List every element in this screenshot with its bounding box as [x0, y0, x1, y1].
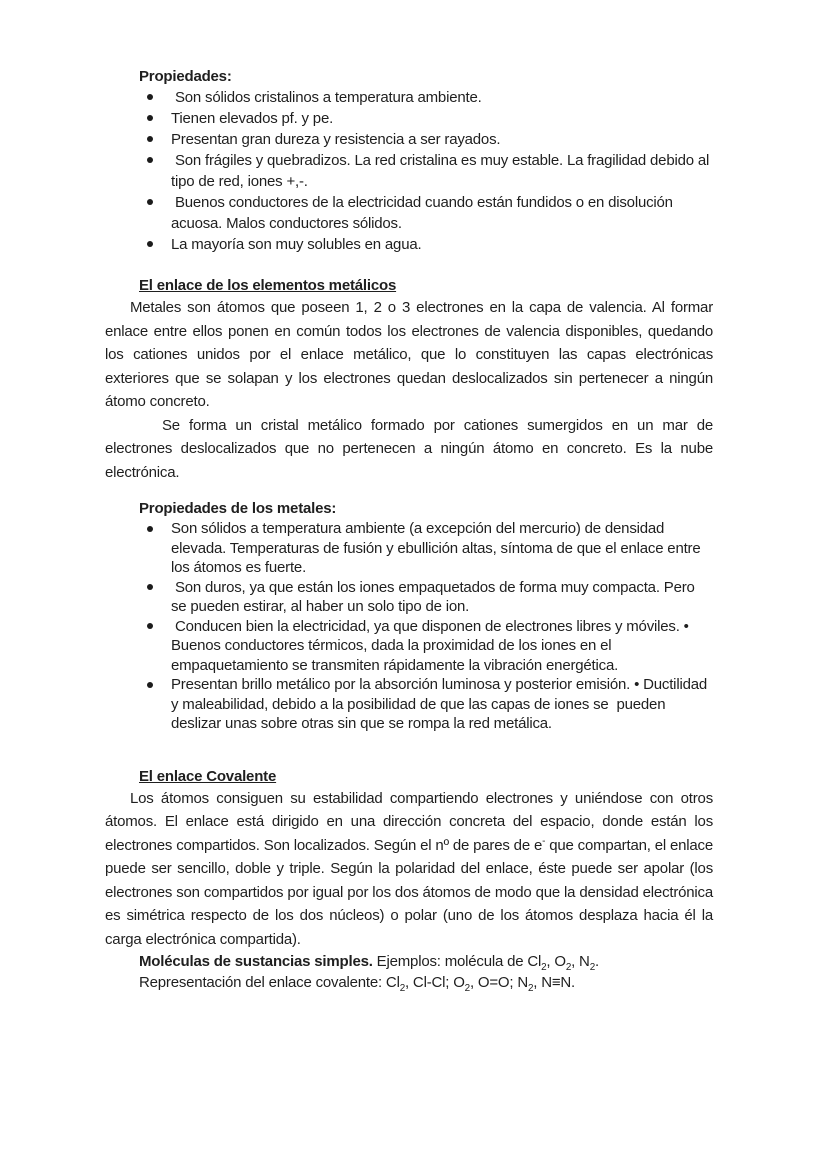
- heading-propiedades: Propiedades:: [139, 68, 232, 85]
- bullet-icon: [147, 682, 153, 688]
- bullet-icon: [147, 241, 153, 247]
- paragraph-metallic-1: Metales son átomos que poseen 1, 2 o 3 electrones en la capa de valencia. Al formar enlace entre ellos ponen en común todos los electrones de valencia disponibles, quedando los cationes unidos por el enlace metálico, que lo constituyen las capas electrónicas exteriores que se solapan y los electrones quedan deslocalizados sin pertenecer a ningún átomo concreto.: [105, 299, 713, 410]
- line-moleculas-simples: Moléculas de sustancias simples. Ejemplos: molécula de $Cl_2$, $O_2$, $N_2$.: [139, 953, 599, 973]
- list-item-text: Conducen bien la electricidad, ya que disponen de electrones libres y móviles. • Buenos conductores térmicos, dada la proximidad de los iones en el empaquetamiento se transmiten rápidamente la vibración energética.: [171, 617, 693, 674]
- line-representacion-enlace: Representación del enlace covalente: $Cl_2$, Cl-Cl; $O_2$, O=O; $N_2$, N≡N.: [139, 974, 575, 994]
- bullet-icon: [147, 94, 153, 100]
- heading-enlace-metalico: El enlace de los elementos metálicos: [139, 277, 397, 294]
- bullet-icon: [147, 136, 153, 142]
- list-item: [145, 578, 713, 617]
- list-item: [145, 150, 718, 192]
- bullet-icon: [147, 623, 153, 629]
- list-item-text: Son frágiles y quebradizos. La red cristalina es muy estable. La fragilidad debido al tipo de red, iones +,-.: [171, 152, 718, 190]
- bullet-icon: [147, 526, 153, 532]
- page-content: [105, 0, 718, 994]
- list-item: [145, 617, 713, 676]
- list-item-text: Presentan brillo metálico por la absorción luminosa y posterior emisión. • Ductilidad y maleabilidad, debido a la posibilidad de que las capas de iones se pueden deslizar unas sobre otras sin que se rompa la red metálica.: [171, 676, 711, 732]
- paragraph-covalent: Los átomos consiguen su estabilidad compartiendo electrones y uniéndose con otros átomos. El enlace está dirigido en una dirección concreta del espacio, donde están los electrones compartidos. Son localizados. Según el nº de pares de e- que compartan, el enlace puede ser sencillo, doble y triple. Según la polaridad del enlace, éste puede ser apolar (los electrones son compartidos por igual por los dos átomos de modo que la densidad electrónica es simétrica respecto de los dos núcleos) o polar (uno de los átomos desplaza hacia él la carga electrónica compartida).: [105, 789, 713, 948]
- heading-propiedades-metales: Propiedades de los metales:: [139, 500, 337, 517]
- list-item: [145, 675, 713, 734]
- bullet-icon: [147, 157, 153, 163]
- ionic-properties-list: [145, 87, 718, 255]
- list-item-text: Son sólidos cristalinos a temperatura ambiente.: [171, 89, 482, 106]
- bullet-icon: [147, 115, 153, 121]
- heading-enlace-covalente: El enlace Covalente: [139, 767, 277, 785]
- list-item: [145, 192, 713, 234]
- list-item-text: Son duros, ya que están los iones empaquetados de forma muy compacta. Pero se pueden estirar, al haber un solo tipo de ion.: [171, 578, 699, 615]
- list-item-text: Tienen elevados pf. y pe.: [171, 110, 334, 127]
- list-item-text: Son sólidos a temperatura ambiente (a excepción del mercurio) de densidad elevada. Temperaturas de fusión y ebullición altas, síntoma de que el enlace entre los átomos es fuerte.: [171, 520, 709, 576]
- list-item: [145, 519, 713, 578]
- list-item-text: La mayoría son muy solubles en agua.: [171, 236, 422, 253]
- metal-properties-list: [145, 519, 713, 734]
- bullet-icon: [147, 199, 153, 205]
- list-item: [145, 234, 713, 255]
- bullet-icon: [147, 584, 153, 590]
- list-item: [145, 129, 713, 150]
- list-item-text: Buenos conductores de la electricidad cuando están fundidos o en disolución acuosa. Malos conductores sólidos.: [171, 194, 681, 232]
- list-item: [145, 87, 713, 108]
- list-item-text: Presentan gran dureza y resistencia a ser rayados.: [171, 131, 501, 148]
- list-item: [145, 108, 713, 129]
- paragraph-metallic-2: Se forma un cristal metálico formado por cationes sumergidos en un mar de electrones deslocalizados que no pertenecen a ningún átomo en concreto. Es la nube electrónica.: [105, 416, 713, 481]
